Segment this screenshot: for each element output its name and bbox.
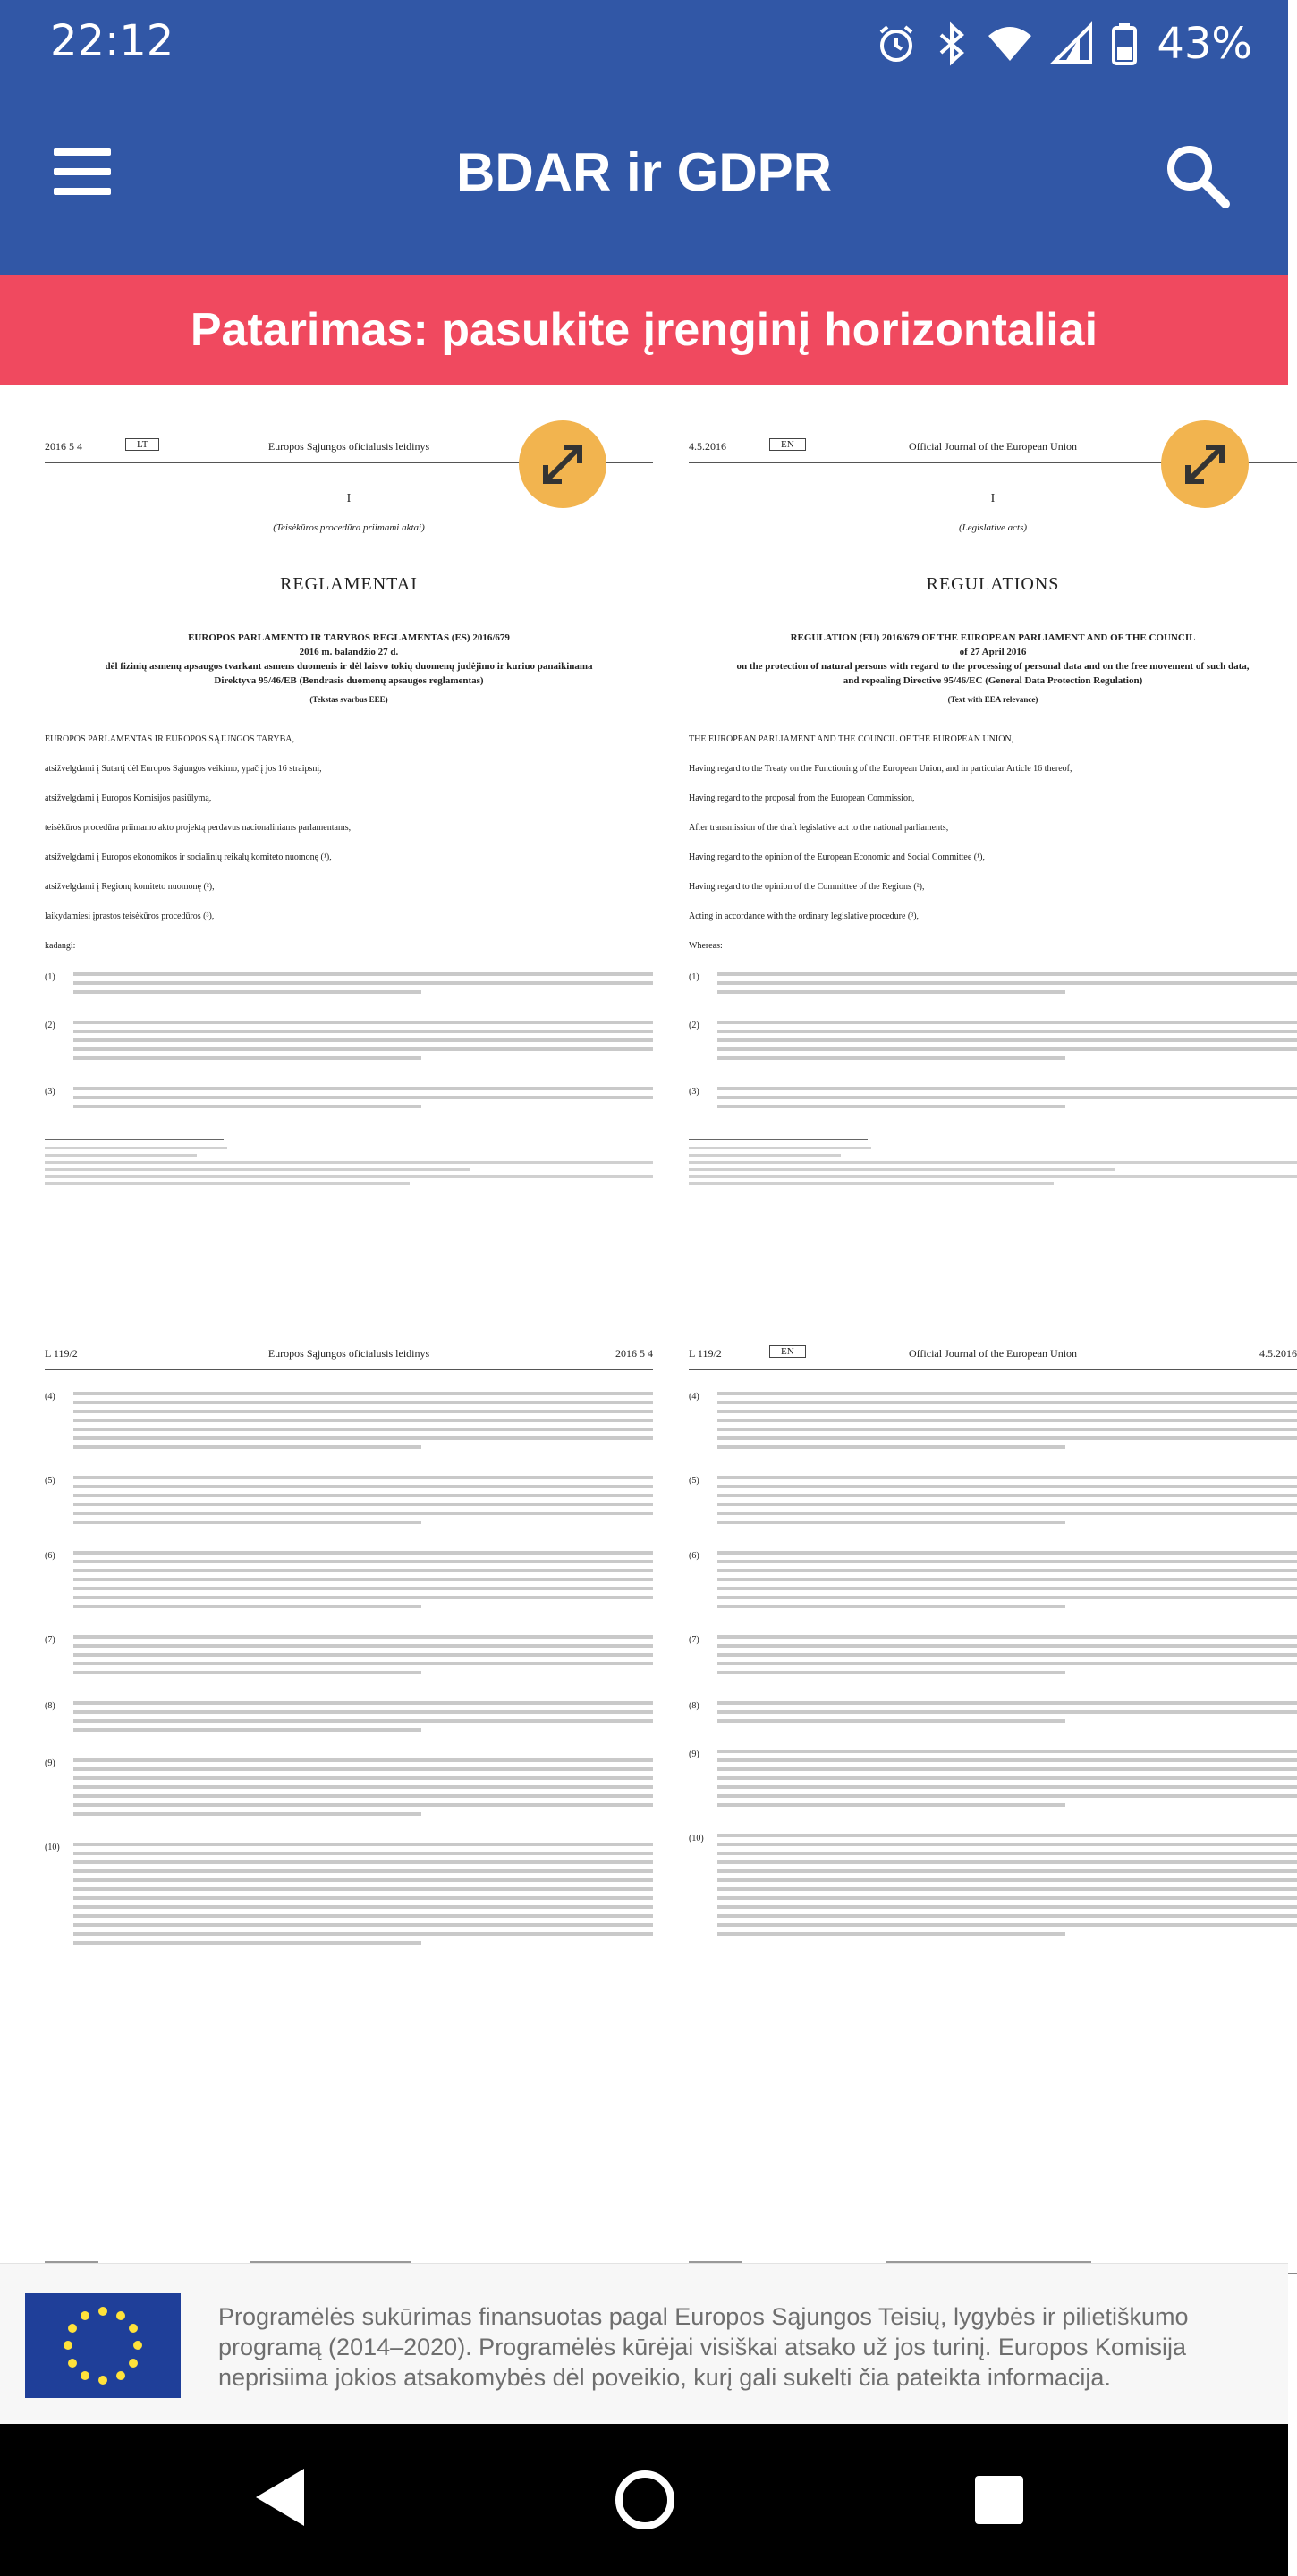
status-icons [876,13,1252,75]
recital: (4) [45,1392,653,1454]
expand-arrows-icon [1183,442,1227,487]
recital: (6) [689,1551,1297,1614]
expand-lt-button[interactable] [519,420,606,508]
status-bar [0,0,1288,86]
recent-apps-icon[interactable] [975,2476,1023,2524]
recital: (2) [45,1021,653,1065]
recital: (3) [689,1087,1297,1114]
regulation-title: REGULATION (EU) 2016/679 OF THE EUROPEAN PARLIAMENT AND OF THE COUNCIL of 27 April 2016 on the protection of natural persons with regard to the processing of personal data and on the free movement of such data, and repealing Directive 95/46/EC (General Data Protection Regulation) [736,632,1250,686]
app-bar [0,86,1288,275]
recital: (5) [45,1476,653,1530]
page-heading: REGLAMENTAI [280,574,418,594]
system-nav-bar [0,2424,1288,2576]
app-title: BDAR ir GDPR [455,142,833,202]
funding-disclaimer: Programėlės sukūrimas finansuotas pagal Europos Sąjungos Teisių, lygybės ir pilietiškumo programą (2014–2020). Programėlės kūrėjai visiškai atsako už jos turinį. Europos Komisija neprisiima jokios atsakomybės dėl poveikio, kurį gali sukelti čia pateikta informacija. [218,2303,1189,2391]
page-header: 2016 5 4 LT Europos Sąjungos oficialusis leidinys [45,431,653,463]
search-icon [1165,143,1231,209]
recital: (9) [689,1750,1297,1812]
expand-arrows-icon [540,442,585,487]
recital: (8) [689,1701,1297,1728]
recital: (6) [45,1551,653,1614]
recital: (2) [689,1021,1297,1065]
recital: (10) [689,1834,1297,1941]
page-header: 4.5.2016 EN Official Journal of the European Union [689,431,1297,463]
recital: (1) [45,972,653,999]
battery-icon [1112,23,1137,64]
battery-percent: 43% [1157,19,1252,69]
recital: (8) [45,1701,653,1737]
expand-en-button[interactable] [1161,420,1249,508]
recital: (4) [689,1392,1297,1454]
recital: (1) [689,972,1297,999]
page-header: L 119/2 EN Official Journal of the European Union 4.5.2016 [689,1338,1297,1370]
page-heading: REGULATIONS [926,574,1060,594]
bluetooth-icon [937,22,967,65]
footnotes [45,1147,653,1185]
back-icon[interactable] [256,2469,304,2526]
footnotes [689,1147,1297,1185]
en-page-1: 4.5.2016 EN Official Journal of the European Union I (Legislative acts) REGULATIONS REGULATION (EU) 2016/679 OF THE EUROPEAN PARLIAMENT AND OF THE COUNCIL of 27 April 2016 on the protection of natural persons with regard to the processing of personal data and on the free movement of such data, and repealing Directive 95/46/EC (General Data Protection Regulation) (Text with EEA relevance) THE EUROPEAN PARLIAMENT AND THE COUNCIL OF THE EUROPEAN UNION, Having regard to the Treaty on the Functioning of the European Union, and in particular Article 16 thereof, Having regard to the proposal from the European Commission, After transmission of the draft legislative act to the national parliaments, Having regard to the opinion of the European Economic and Social Committee (¹), Having regard to the opinion of the Committee of the Regions (²), Acting in accordance with the ordinary legislative procedure (³), Whereas: (1) (2) (3) [689,431,1297,1190]
funding-banner [0,2263,1288,2424]
page-header: L 119/2 Europos Sąjungos oficialusis leidinys 2016 5 4 [45,1338,653,1370]
recital: (7) [45,1635,653,1680]
wifi-icon [987,25,1033,63]
eu-flag-icon [25,2293,181,2398]
alarm-icon [876,23,917,64]
home-icon[interactable] [615,2470,674,2529]
status-time: 22:12 [50,16,174,66]
recital: (7) [689,1635,1297,1680]
recital: (3) [45,1087,653,1114]
lt-page-2 [45,1338,653,1950]
search-button[interactable] [1165,143,1231,209]
regulation-title: EUROPOS PARLAMENTO IR TARYBOS REGLAMENTAS (ES) 2016/679 2016 m. balandžio 27 d. dėl fizinių asmenų apsaugos tvarkant asmens duomenis ir dėl laisvo tokių duomenų judėjimo ir kuriuo panaikinama Direktyva 95/46/EB (Bendrasis duomenų apsaugos reglamentas) [105,632,593,686]
signal-icon [1053,24,1092,64]
rotate-device-tip: Patarimas: pasukite įrenginį horizontaliai [0,275,1288,385]
recital: (9) [45,1758,653,1821]
recital: (5) [689,1476,1297,1530]
recital: (10) [45,1843,653,1950]
lt-page-1: 2016 5 4 LT Europos Sąjungos oficialusis leidinys I (Teisėkūros procedūra priimami aktai) REGLAMENTAI EUROPOS PARLAMENTO IR TARYBOS REGLAMENTAS (ES) 2016/679 2016 m. balandžio 27 d. dėl fizinių asmenų apsaugos tvarkant asmens duomenis ir dėl laisvo tokių duomenų judėjimo ir kuriuo panaikinama Direktyva 95/46/EB (Bendrasis duomenų apsaugos reglamentas) (Tekstas svarbus EEE) EUROPOS PARLAMENTAS IR EUROPOS SĄJUNGOS TARYBA, atsižvelgdami į Sutartį dėl Europos Sąjungos veikimo, ypač į jos 16 straipsnį, atsižvelgdami į Europos Komisijos pasiūlymą, teisėkūros procedūra priimamo akto projektą perdavus nacionaliniams parlamentams, atsižvelgdami į Europos ekonomikos ir socialinių reikalų komiteto nuomonę (¹), atsižvelgdami į Regionų komiteto nuomonę (²), laikydamiesi įprastos teisėkūros procedūros (³), kadangi: (1) (2) (3) [45,431,653,1190]
en-page-2 [689,1338,1297,1941]
document-viewer[interactable] [0,385,1297,2263]
